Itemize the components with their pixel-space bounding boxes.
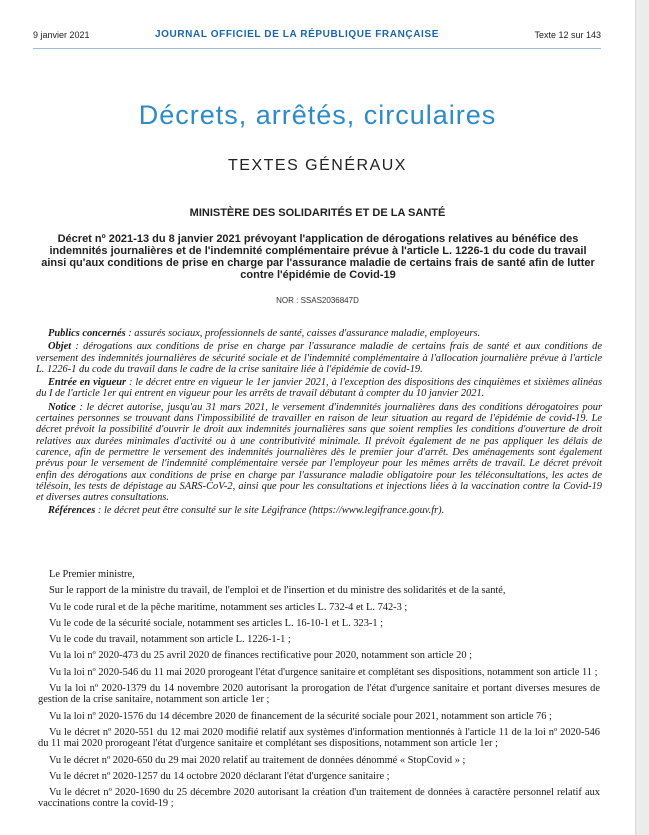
summary-label: Entrée en vigueur	[48, 377, 127, 389]
summary-label: Publics concernés	[48, 328, 126, 339]
summary-paragraph	[36, 402, 602, 504]
body-paragraph: Vu la loi nº 2020-1379 du 14 novembre 2020 autorisant la prorogation de l'état d'urgence sanitaire et portant diverses mesures de gestion de la crise sanitaire, notamment son article 1er ;	[38, 683, 600, 706]
summary-text: : le décret autorise, jusqu'au 31 mars 2021, le versement d'indemnités journalières dans des conditions dérogatoires pour certaines personnes se trouvant dans l'impossibilité de travailler en raison de leur situation au regard de l'épidémie de covid-19. Le décret prévoit la possibilité d'ouvrir le droit aux indemnités journalières sans que soient remplies les conditions d'ouverture de droit relatives aux durées minimales d'activité ou à une contributivité minimale. Il prévoit également de ne pas appliquer les délais de carence, afin de permettre le versement des indemnités journalières dès le premier jour d'arrêt. Des aménagements sont également prévus pour le versement de l'indemnité complémentaire versée par l'employeur pour les mêmes arrêts de travail. Le décret prévoit enfin des dérogations aux conditions de prise en charge par l'assurance maladie obligatoire pour les téléconsultations, les actes de télésoin, les tests de dépistage au SARS-CoV-2, ainsi que pour les consultations et injections liées à la vaccination contre la Covid-19 et diverses autres consultations.	[36, 401, 602, 504]
body-paragraph: Le Premier ministre,	[49, 569, 135, 580]
running-header	[33, 30, 601, 44]
body-paragraph: Sur le rapport de la ministre du travail, de l'emploi et de l'insertion et du ministre des solidarités et de la santé,	[49, 585, 506, 597]
body-paragraph: Vu la loi nº 2020-546 du 11 mai 2020 prorogeant l'état d'urgence sanitaire et complétant ses dispositions, notamment son article 11 ;	[49, 666, 598, 678]
body-paragraph: Vu le décret nº 2020-650 du 29 mai 2020 relatif au traitement de données dénommé « StopCovid » ;	[49, 754, 466, 766]
body-paragraph: Vu le décret nº 2020-1690 du 25 décembre 2020 autorisant la création d'un traitement de données à caractère personnel relatif aux vaccinations contre la covid-19 ;	[38, 787, 600, 810]
section-title: Décrets, arrêtés, circulaires	[138, 100, 497, 130]
summary-label: Objet	[48, 341, 72, 353]
viewer-background	[636, 0, 649, 835]
summary-paragraph	[36, 328, 602, 339]
summary-text: : le décret entre en vigueur le 1er janvier 2021, à l'exception des dispositions des cinquièmes et sixièmes alinéas du I de l'article 1er qui entrent en vigueur pour les arrêts de travail débutant à compter du 10 janvier 2021.	[36, 377, 602, 400]
ministry-heading: MINISTÈRE DES SOLIDARITÉS ET DE LA SANTÉ	[189, 207, 446, 219]
header-rule	[33, 48, 601, 49]
body-paragraph: Vu la loi nº 2020-473 du 25 avril 2020 de finances rectificative pour 2020, notamment son article 20 ;	[49, 650, 473, 662]
decree-body	[38, 569, 600, 815]
header-text-number: Texte 12 sur 143	[534, 30, 601, 40]
body-paragraph: Vu le code du travail, notamment son article L. 1226-1-1 ;	[49, 634, 291, 646]
summary-paragraph	[36, 505, 602, 516]
summary-text: : le décret peut être consulté sur le site Légifrance (https://www.legifrance.gouv.fr).	[95, 505, 445, 517]
body-paragraph: Vu le décret nº 2020-1257 du 14 octobre 2020 déclarant l'état d'urgence sanitaire ;	[49, 770, 390, 782]
body-paragraph: Vu le code rural et de la pêche maritime, notamment ses articles L. 732-4 et L. 742-3 ;	[49, 601, 408, 613]
summary-label: Notice	[48, 401, 76, 413]
header-date: 9 janvier 2021	[33, 30, 90, 40]
summary-text: : dérogations aux conditions de prise en charge par l'assurance maladie de certains frais de santé et aux conditions de versement des indemnités journalières de sécurité sociale et de l'indemnité complémentaire à l'allocation journalière prévue à l'article L. 1226-1 du code du travail dans le cadre de la crise sanitaire liée à l'épidémie de covid-19.	[36, 341, 602, 375]
summary-label: Références	[48, 505, 96, 517]
body-paragraph: Vu le décret nº 2020-551 du 12 mai 2020 modifié relatif aux systèmes d'information mentionnés à l'article 11 de la loi nº 2020-546 du 11 mai 2020 prorogeant l'état d'urgence sanitaire et complétant ses dispositions, notamment son article 1er ;	[38, 726, 600, 750]
decree-title: Décret nº 2021-13 du 8 janvier 2021 prévoyant l'application de dérogations relatives au bénéfice des indemnités journalières et de l'indemnité complémentaire prévue à l'article L. 1226-1 du code du travail ainsi qu'aux conditions de prise en charge par l'assurance maladie de certains frais de santé afin de lutter contre l'épidémie de Covid-19	[41, 233, 595, 281]
decree-summary	[36, 328, 602, 519]
subsection-title: TEXTES GÉNÉRAUX	[228, 157, 407, 174]
summary-paragraph	[36, 341, 602, 375]
header-journal: JOURNAL OFFICIEL DE LA RÉPUBLIQUE FRANÇAISE	[155, 29, 439, 40]
body-paragraph: Vu le code de la sécurité sociale, notamment ses articles L. 16-10-1 et L. 323-1 ;	[49, 617, 384, 629]
summary-text: : assurés sociaux, professionnels de santé, caisses d'assurance maladie, employeurs.	[125, 328, 481, 339]
nor-reference: NOR : SSAS2036847D	[276, 296, 359, 305]
body-paragraph: Vu la loi nº 2020-1576 du 14 décembre 2020 de financement de la sécurité sociale pour 2021, notamment son article 76 ;	[49, 710, 552, 722]
summary-paragraph	[36, 377, 602, 400]
